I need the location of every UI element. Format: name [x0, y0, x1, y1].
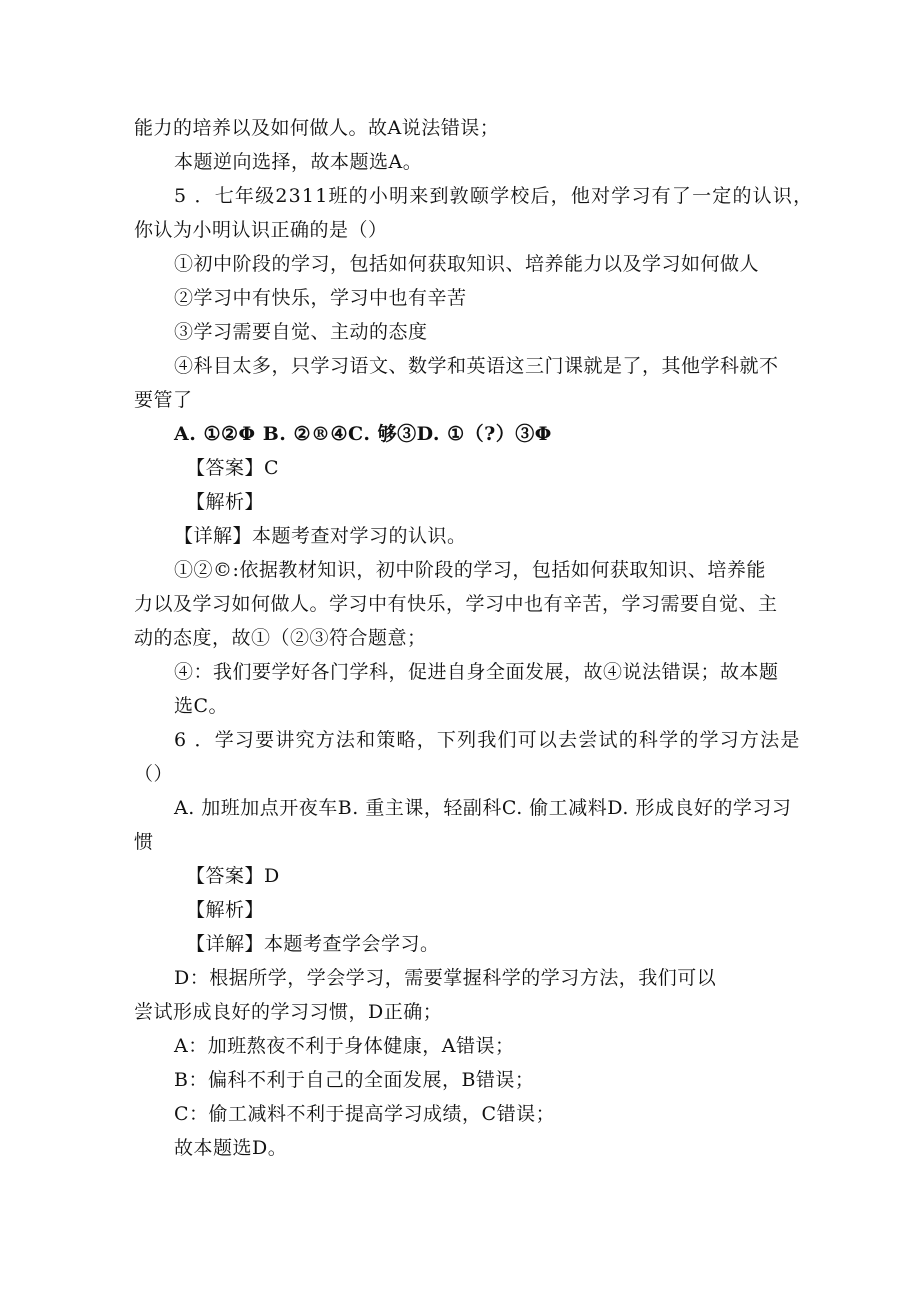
question-6-stem: 6 ．学习要讲究方法和策略，下列我们可以去尝试的科学的学习方法是	[174, 729, 801, 751]
text-line: D：根据所学，学会学习，需要掌握科学的学习方法，我们可以	[174, 967, 717, 989]
text-line: 力以及学习如何做人。学习中有快乐，学习中也有辛苦，学习需要自觉、主	[134, 593, 778, 615]
answer-label: 【答案】C	[186, 457, 280, 479]
text-line: 尝试形成良好的学习习惯，D正确；	[134, 1001, 443, 1023]
question-5-stem: 5 ．七年级2311班的小明来到敦颐学校后，他对学习有了一定的认识，	[174, 185, 814, 207]
text-line: 要管了	[134, 389, 193, 411]
detail-line: 【详解】本题考查对学习的认识。	[174, 525, 467, 547]
text-line: C：偷工减料不利于提高学习成绩，C错误；	[174, 1103, 556, 1125]
text-line: ①②©:依据教材知识，初中阶段的学习，包括如何获取知识、培养能	[174, 559, 766, 581]
text-line: 惯	[134, 831, 154, 853]
text-line: 你认为小明认识正确的是（）	[134, 219, 388, 241]
text-line: 选C。	[174, 695, 229, 717]
option-line: ④科目太多，只学习语文、数学和英语这三门课就是了，其他学科就不	[174, 355, 779, 377]
analysis-label: 【解析】	[186, 491, 265, 513]
text-line: 动的态度，故①（②③符合题意；	[134, 627, 427, 649]
text-line: ④：我们要学好各门学科，促进自身全面发展，故④说法错误；故本题	[174, 661, 779, 683]
text-line: A：加班熬夜不利于身体健康，A错误；	[174, 1035, 515, 1057]
answer-label: 【答案】D	[186, 865, 280, 887]
option-line: ①初中阶段的学习，包括如何获取知识、培养能力以及学习如何做人	[174, 253, 760, 275]
choices-line: A. ①②Φ B. ②®④C. 够③D. ①（?）③Φ	[174, 423, 552, 445]
text-line: 故本题选D。	[174, 1137, 288, 1159]
text-line: 本题逆向选择，故本题选A。	[174, 151, 423, 173]
analysis-label: 【解析】	[186, 899, 265, 921]
choices-line: A. 加班加点开夜车B. 重主课，轻副科C. 偷工减料D. 形成良好的学习习	[174, 797, 792, 819]
option-line: ②学习中有快乐，学习中也有辛苦	[174, 287, 467, 309]
detail-line: 【详解】本题考查学会学习。	[186, 933, 440, 955]
text-line: （）	[134, 763, 174, 785]
text-line: B：偏科不利于自己的全面发展，B错误；	[174, 1069, 535, 1091]
option-line: ③学习需要自觉、主动的态度	[174, 321, 428, 343]
text-line: 能力的培养以及如何做人。故A说法错误；	[134, 117, 500, 139]
